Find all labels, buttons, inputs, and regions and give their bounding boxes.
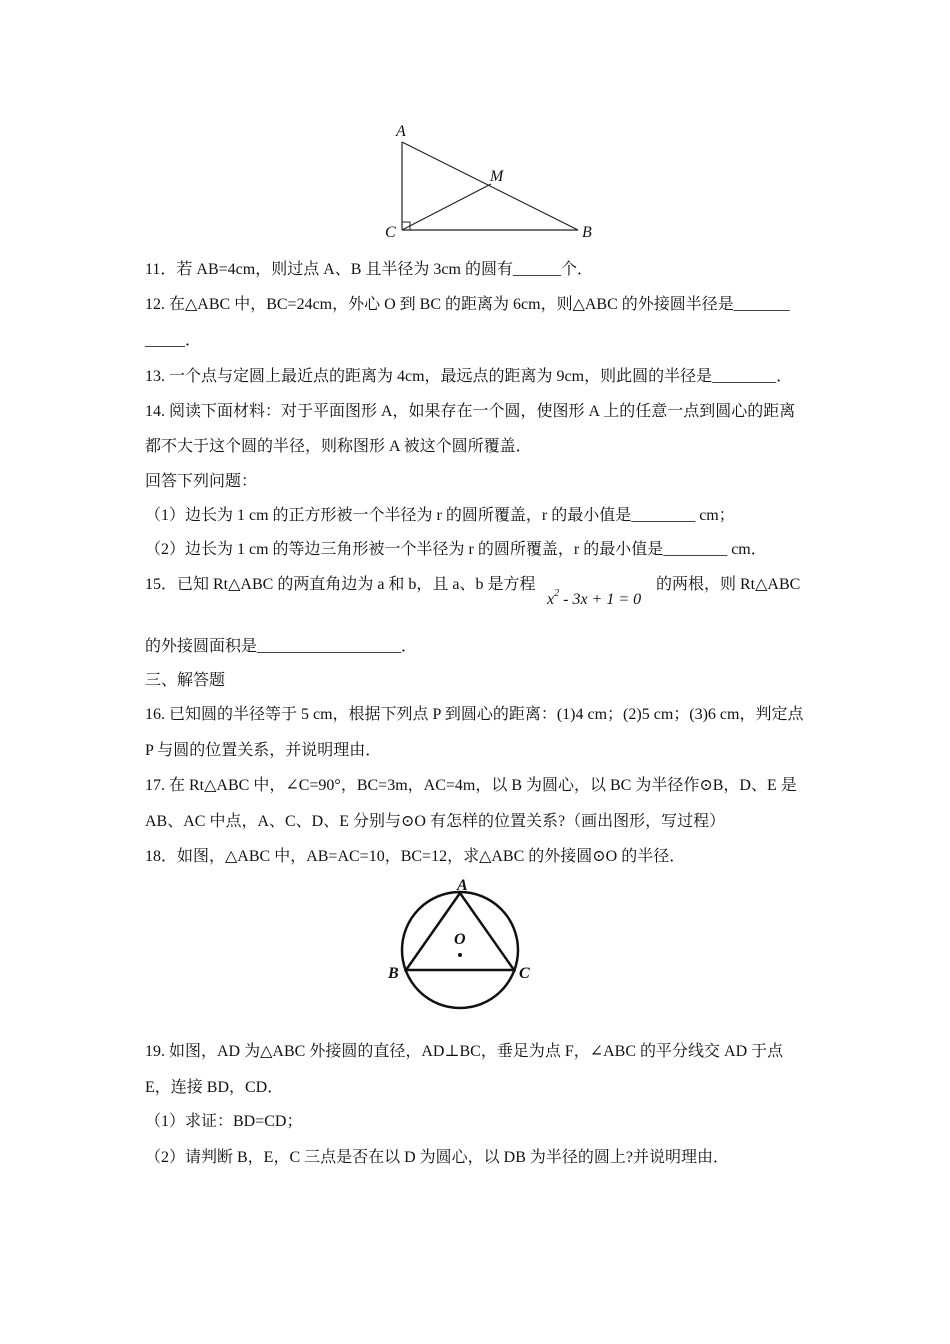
triangle-figure — [375, 118, 605, 246]
quadratic-equation — [547, 588, 641, 609]
question-12-line-1: 12. 在△ABC 中，BC=24cm，外心 O 到 BC 的距离为 6cm，则△ABC 的外接圆半径是_______ — [145, 296, 790, 313]
question-19-line-2: E，连接 BD，CD． — [145, 1079, 284, 1096]
question-14-part-2: （2）边长为 1 cm 的等边三角形被一个半径为 r 的圆所覆盖，r 的最小值是________ cm． — [145, 541, 767, 558]
median-cm — [402, 184, 491, 230]
label-a: A — [396, 123, 406, 140]
question-14-line-1: 14. 阅读下面材料：对于平面图形 A，如果存在一个圆，使图形 A 上的任意一点到圆心的距离 — [145, 403, 796, 420]
equation-exponent: 2 — [554, 588, 560, 599]
label-b: B — [582, 224, 592, 241]
question-15-line-1-end: 的两根，则 Rt△ABC — [656, 576, 801, 593]
label-c: C — [519, 965, 530, 982]
center-point — [458, 953, 462, 957]
question-14-line-2: 都不大于这个圆的半径，则称图形 A 被这个圆所覆盖． — [145, 438, 532, 455]
question-14-prompt: 回答下列问题： — [145, 473, 258, 490]
question-11: 11．若 AB=4cm，则过点 A、B 且半径为 3cm 的圆有______个． — [145, 261, 593, 278]
question-17-line-2: AB、AC 中点，A、C、D、E 分别与⊙O 有怎样的位置关系?（画出图形，写过程） — [145, 813, 726, 830]
section-3-heading: 三、解答题 — [145, 672, 226, 689]
question-19-part-2: （2）请判断 B，E，C 三点是否在以 D 为圆心，以 DB 为半径的圆上?并说明理由． — [145, 1149, 730, 1166]
question-14-part-1: （1）边长为 1 cm 的正方形被一个半径为 r 的圆所覆盖，r 的最小值是________ cm； — [145, 507, 735, 524]
label-o: O — [454, 931, 466, 948]
question-16-line-2: P 与圆的位置关系，并说明理由． — [145, 742, 382, 759]
question-13: 13. 一个点与定圆上最近点的距离为 4cm，最远点的距离为 9cm，则此圆的半径是________． — [145, 368, 793, 385]
label-m: M — [490, 168, 504, 185]
question-15-line-2: 的外接圆面积是__________________． — [145, 638, 418, 655]
question-19-part-1: （1）求证：BD=CD； — [145, 1113, 303, 1130]
equation-rest: - 3x + 1 = 0 — [559, 591, 642, 608]
question-12-line-2: _____． — [145, 332, 202, 349]
question-19-line-1: 19. 如图，AD 为△ABC 外接圆的直径，AD⊥BC，垂足为点 F，∠ABC 的平分线交 AD 于点 — [145, 1043, 784, 1060]
equation-x: x — [547, 591, 555, 608]
circumcircle-figure — [380, 872, 550, 1017]
question-17-line-1: 17. 在 Rt△ABC 中，∠C=90°，BC=3m，AC=4m，以 B 为圆心，以 BC 为半径作⊙B，D、E 是 — [145, 777, 797, 794]
label-b: B — [388, 965, 399, 982]
question-15-line-1: 15．已知 Rt△ABC 的两直角边为 a 和 b，且 a、b 是方程 — [145, 576, 536, 593]
label-a: A — [457, 877, 468, 894]
question-16-line-1: 16. 已知圆的半径等于 5 cm，根据下列点 P 到圆心的距离：(1)4 cm；(2)5 cm；(3)6 cm，判定点 — [145, 706, 804, 723]
question-18: 18．如图，△ABC 中，AB=AC=10，BC=12，求△ABC 的外接圆⊙O 的半径． — [145, 848, 686, 865]
label-c: C — [385, 224, 396, 241]
